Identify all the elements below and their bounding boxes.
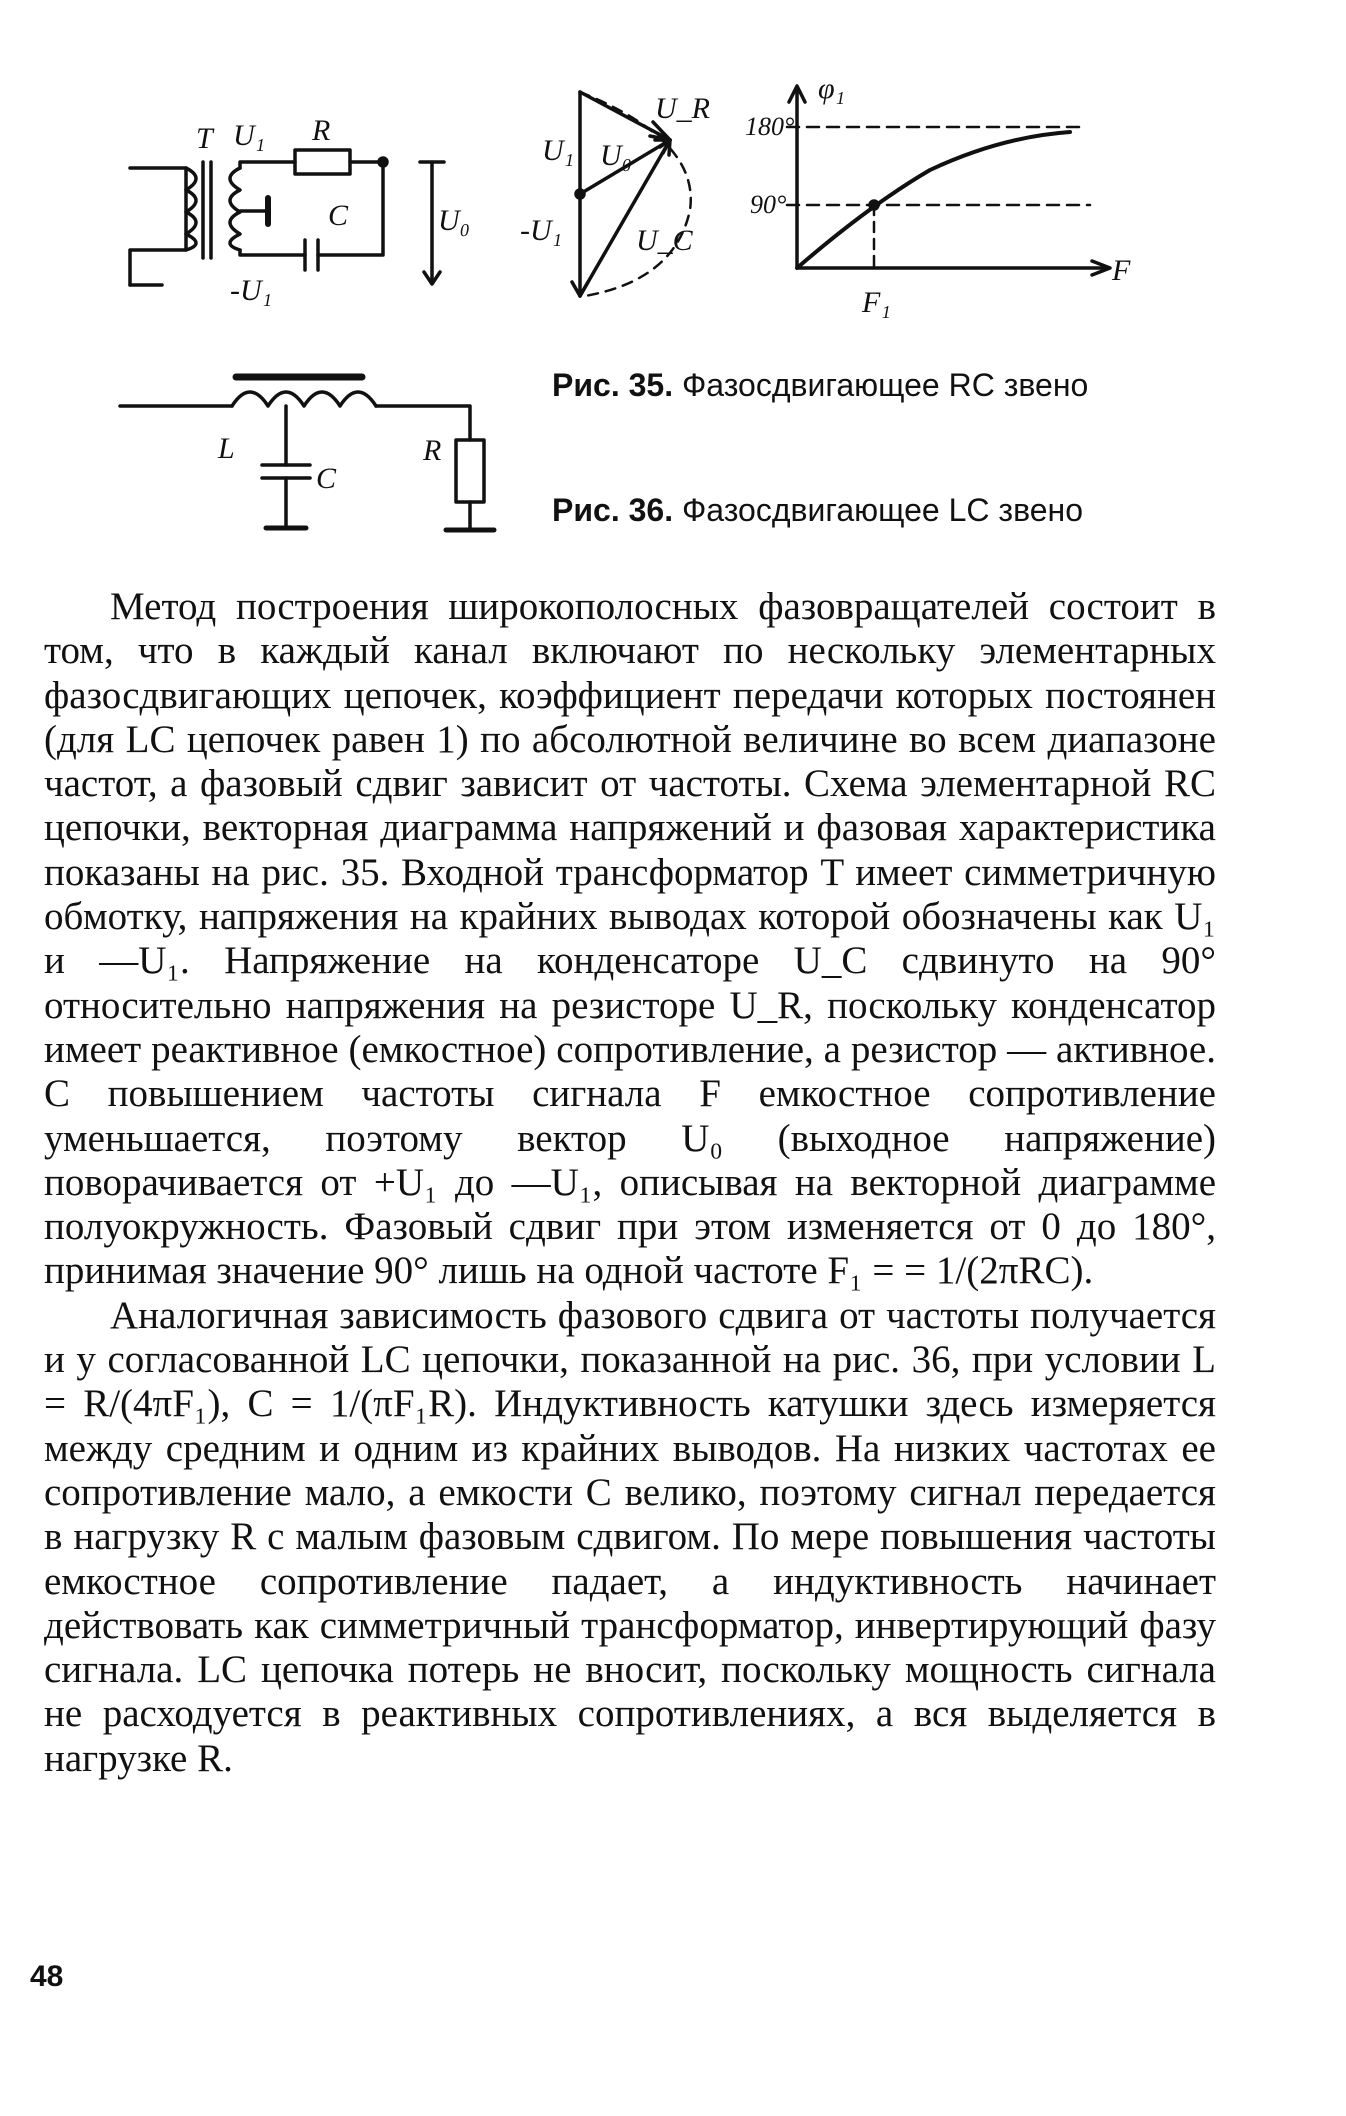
paragraph-2: Аналогичная зависимость фазового сдвига от частоты получается и у согласованной LC цепочки, показанной на рис. 36, при условии L = R/(4πF₁), C = 1/(πF₁R). Индуктивность катушки здесь измеряется между средним и одним из крайних выводов. На низких частотах ее сопротивление мало, а емкости C велико, поэтому сигнал передается в нагрузку R с малым фазовым сдвигом. По мере повышения частоты емкостное сопротивление падает, а индуктивность начинает действовать как симметричный трансформатор, инвертирующий фазу сигнала. LC цепочка потерь не вносит, поскольку мощность сигнала не расходуется в реактивных сопротивлениях, а вся выделяется в нагрузке R. — [44, 1293, 1216, 1780]
rc-circuit-diagram — [130, 150, 444, 285]
inductor-label: L — [218, 432, 235, 465]
tick-180-label: 180° — [745, 112, 795, 141]
u0-vector-label: U₀ — [600, 139, 633, 172]
paragraph-1: Метод построения широкополосных фазовращателей состоит в том, что в каждый канал включают по нескольку элементарных фазосдвигающих цепочек, коэффициент передачи которых постоянен (для LC цепочек равен 1) по абсолютной величине во всем диапазоне частот, а фазовый сдвиг зависит от частоты. Схема элементарной RC цепочки, векторная диаграмма напряжений и фазовая характеристика показаны на рис. 35. Входной трансформатор T имеет симметричную обмотку, напряжения на крайних выводах которой обозначены как U₁ и —U₁. Напряжение на конденсаторе U_C сдвинуто на 90° относительно напряжения на резисторе U_R, поскольку конденсатор имеет реактивное (емкостное) сопротивление, а резистор — активное. С повышением частоты сигнала F емкостное сопротивление уменьшается, поэтому вектор U₀ (выходное напряжение) поворачивается от +U₁ до —U₁, описывая на векторной диаграмме полуокружность. Фазовый сдвиг при этом изменяется от 0 до 180°, принимая значение 90° лишь на одной частоте F₁ = = 1/(2πRC). — [44, 585, 1216, 1293]
u1-top-label: U₁ — [233, 119, 266, 152]
phi-label: φ₁ — [818, 72, 846, 105]
figure-35-caption-number: Рис. 35. — [552, 367, 674, 403]
lc-capacitor-label: C — [316, 462, 337, 495]
figure-36-caption-text: Фазосдвигающее LC звено — [681, 492, 1083, 528]
figure-drawings — [0, 0, 1346, 560]
u0-label: U₀ — [438, 204, 471, 237]
capacitor-label: C — [328, 199, 349, 232]
ur-label: U_R — [655, 92, 710, 125]
body-text — [44, 585, 1216, 1781]
minus-u1-vector-label: -U₁ — [520, 214, 563, 247]
phase-characteristic-plot — [787, 86, 1110, 275]
u1-bottom-label: -U₁ — [230, 274, 273, 307]
f1-label: F₁ — [862, 286, 891, 319]
page-number: 48 — [30, 1960, 64, 1993]
resistor-label: R — [312, 114, 331, 147]
tick-90-label: 90° — [750, 190, 787, 219]
transformer-label: T — [196, 122, 213, 155]
uc-label: U_C — [636, 224, 693, 257]
figure-35-caption — [552, 367, 1088, 404]
lc-resistor-label: R — [423, 434, 442, 467]
figure-36-caption — [552, 492, 1083, 529]
x-axis-label: F — [1112, 254, 1131, 287]
figure-36-caption-number: Рис. 36. — [552, 492, 674, 528]
figures-area — [0, 0, 1346, 560]
figure-35-caption-text: Фазосдвигающее RC звено — [681, 367, 1089, 403]
u1-vector-label: U₁ — [542, 134, 575, 167]
